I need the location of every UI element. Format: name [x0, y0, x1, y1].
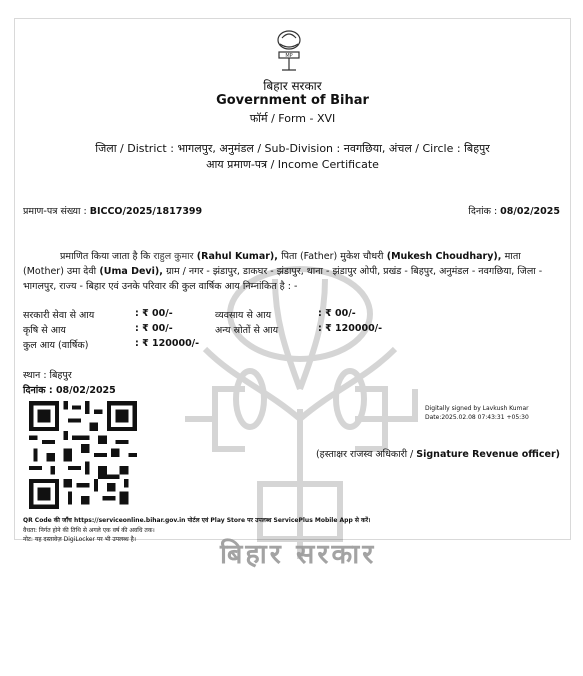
validity-note: वैधता: निर्गत होने की तिथि से अगले एक वर्ष की अवधि तक। [23, 527, 155, 534]
agri-income-value: : ₹ 00/- [135, 323, 173, 334]
other-income-value: : ₹ 120000/- [318, 323, 383, 334]
certificate-page [14, 18, 571, 570]
location-line: जिला / District : भागलपुर, अनुमंडल / Sub-Division : नवगछिया, अंचल / Circle : बिहपुर [95, 142, 490, 155]
state-name-english: Government of Bihar [216, 93, 369, 108]
total-income-label: कुल आय (वार्षिक) [23, 340, 89, 351]
digital-signature: Digitally signed by Lavkush Kumar Date:2025.02.08 07:43:31 +05:30 [425, 405, 529, 421]
digilocker-note: नोट: यह दस्तावेज़ DigiLocker पर भी उपलब्ध है। [23, 536, 137, 543]
certificate-number: प्रमाण-पत्र संख्या : BICCO/2025/1817399 [23, 206, 203, 217]
certificate-date: दिनांक : 08/02/2025 [468, 206, 560, 217]
certificate-title: आय प्रमाण-पत्र / Income Certificate [206, 158, 379, 171]
svg-text:MP: MP [285, 53, 293, 59]
other-income-label: अन्य स्रोतों से आय [215, 325, 279, 336]
watermark-text: बिहार सरकार [220, 539, 377, 570]
place: स्थान : बिहपुर [23, 370, 72, 381]
form-number: फॉर्म / Form - XVI [249, 112, 336, 125]
qr-code [29, 401, 137, 509]
govt-income-value: : ₹ 00/- [135, 308, 173, 319]
certificate-paragraph: प्रमाणित किया जाता है कि राहुल कुमार (Rahul Kumar), पिता (Father) मुकेश चौधरी (Mukesh Choudhary), माता (Mother) उमा देवी (Uma Devi), ग्राम / नगर - झंडापुर, डाकघर - झंडापुर, थाना - झंडापुर ओपी, प्रखंड - बिहपुर, अनुमंडल - नवगछिया, जिला - भागलपुर, राज्य - बिहार एवं उनके परिवार की कुल वार्षिक आय निम्नांकित है : - [23, 251, 543, 292]
signature-label: (हस्ताक्षर राजस्व अधिकारी / Signature Revenue officer) [315, 449, 560, 460]
issue-date: दिनांक : 08/02/2025 [23, 385, 116, 396]
total-income-value: : ₹ 120000/- [135, 338, 200, 349]
state-name-hindi: बिहार सरकार [263, 79, 322, 93]
ashoka-emblem-icon [272, 28, 306, 72]
agri-income-label: कृषि से आय [23, 325, 66, 336]
business-income-value: : ₹ 00/- [318, 308, 356, 319]
business-income-label: व्यवसाय से आय [215, 310, 272, 321]
qr-verify-note: QR Code की जाँच https://serviceonline.bihar.gov.in पोर्टल एवं Play Store पर उपलब्ध ServicePlus Mobile App से करें। [23, 517, 371, 524]
govt-income-label: सरकारी सेवा से आय [23, 310, 95, 321]
